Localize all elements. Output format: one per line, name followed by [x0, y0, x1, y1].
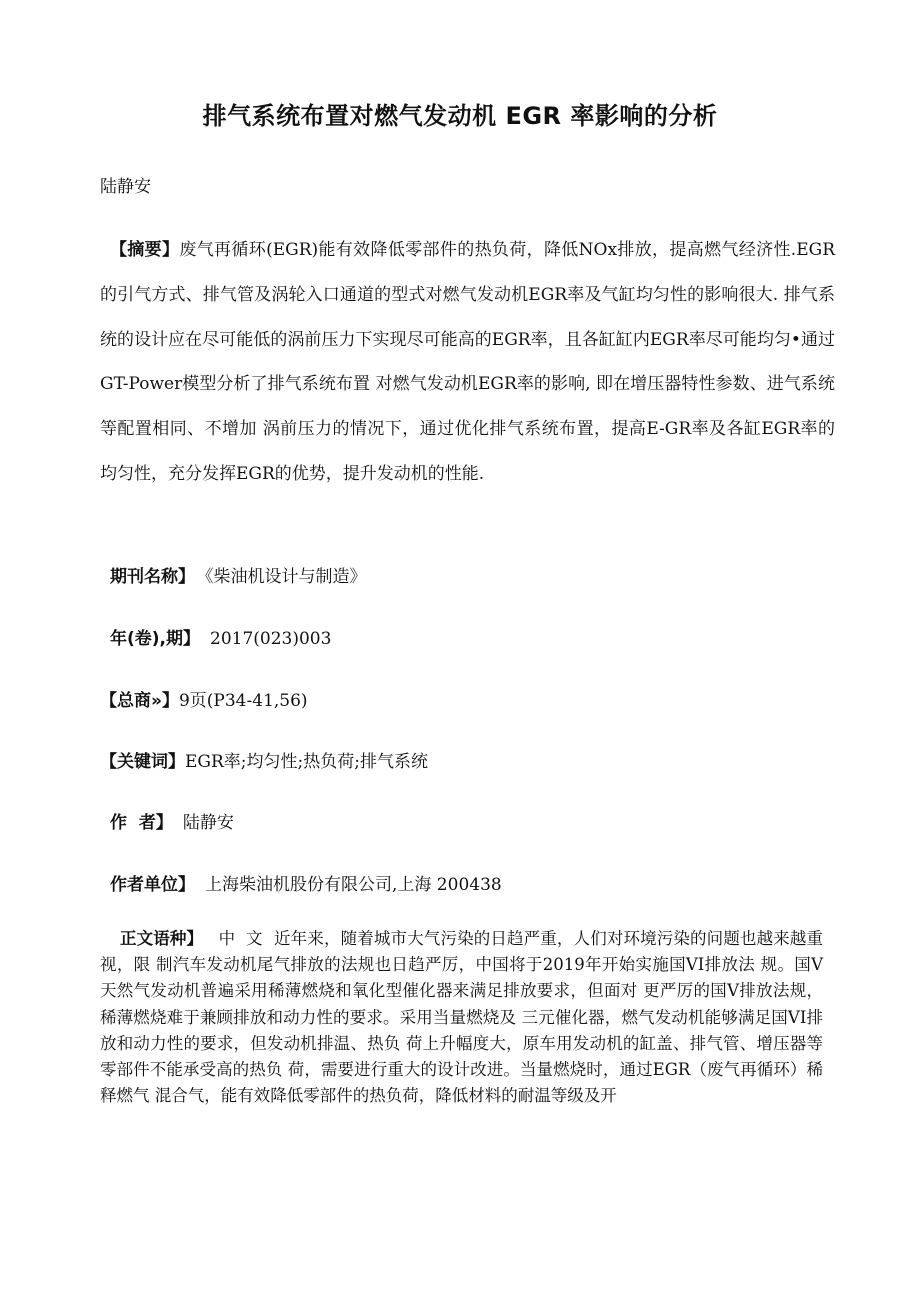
journal-label: 期刊名称】	[110, 567, 195, 587]
journal-row	[110, 562, 367, 587]
keywords-row	[100, 747, 428, 772]
pages-label: 【总商»】	[100, 691, 179, 711]
abstract-paragraph	[100, 228, 835, 497]
author-row	[110, 808, 234, 833]
affiliation-label: 作者单位】	[110, 875, 195, 895]
affiliation-row	[110, 870, 502, 895]
body-language-value: 中 文	[218, 929, 263, 948]
abstract-text: 废气再循环(EGR)能有效降低零部件的热负荷，降低NOx排放，提高燃气经济性.EGR的引气方式、排气管及涡轮入口通道的型式对燃气发动机EGR率及气缸均匀性的影响很大. 排气系统的设计应在尽可能低的涡前压力下实现尽可能高的EGR率，且各缸缸内EGR率尽可能均匀•通过GT-Power模型分析了排气系统布置 对燃气发动机EGR率的影响, 即在增压器特性参数、进气系统等配置相同、不增加 涡前压力的情况下，通过优化排气系统布置，提高E-GR率及各缸EGR率的均匀性，充分发挥EGR的优势，提升发动机的性能.	[100, 240, 835, 484]
year-volume-label: 年(卷),期】	[110, 629, 200, 649]
abstract-label: 【摘要】	[110, 240, 180, 260]
body-text: 近年来，随着城市大气污染的日趋严重，人们对环境污染的问题也越来越重视，限 制汽车发动机尾气排放的法规也日趋严厉，中国将于2019年开始实施国VI排放法 规。国V天然气发动机普遍采用稀薄燃烧和氧化型催化器来满足排放要求，但面对 更严厉的国V排放法规，稀薄燃烧难于兼顾排放和动力性的要求。采用当量燃烧及 三元催化器，燃气发动机能够满足国VI排放和动力性的要求，但发动机排温、热负 荷上升幅度大，原车用发动机的缸盖、排气管、增压器等零部件不能承受高的热负 荷，需要进行重大的设计改进。当量燃烧时，通过EGR（废气再循环）稀释燃气 混合气，能有效降低零部件的热负荷，降低材料的耐温等级及开	[100, 929, 824, 1106]
body-language-label: 正文语种】	[120, 929, 204, 948]
paper-title: 排气系统布置对燃气发动机 EGR 率影响的分析	[202, 102, 718, 130]
body-paragraph	[100, 926, 823, 1109]
affiliation-value: 上海柴油机股份有限公司,上海 200438	[205, 875, 502, 895]
author-value: 陆静安	[182, 813, 234, 833]
keywords-label: 【关键词】	[100, 752, 185, 772]
year-volume-row	[110, 624, 331, 649]
journal-value: 《柴油机设计与制造》	[205, 567, 367, 587]
year-volume-value: 2017(023)003	[210, 629, 332, 649]
keywords-value: EGR率;均匀性;热负荷;排气系统	[185, 752, 428, 772]
author-label: 作 者】	[110, 813, 173, 833]
author-name: 陆静安	[100, 177, 151, 197]
pages-row	[100, 686, 308, 711]
pages-value: 9页(P34-41,56)	[178, 691, 308, 711]
